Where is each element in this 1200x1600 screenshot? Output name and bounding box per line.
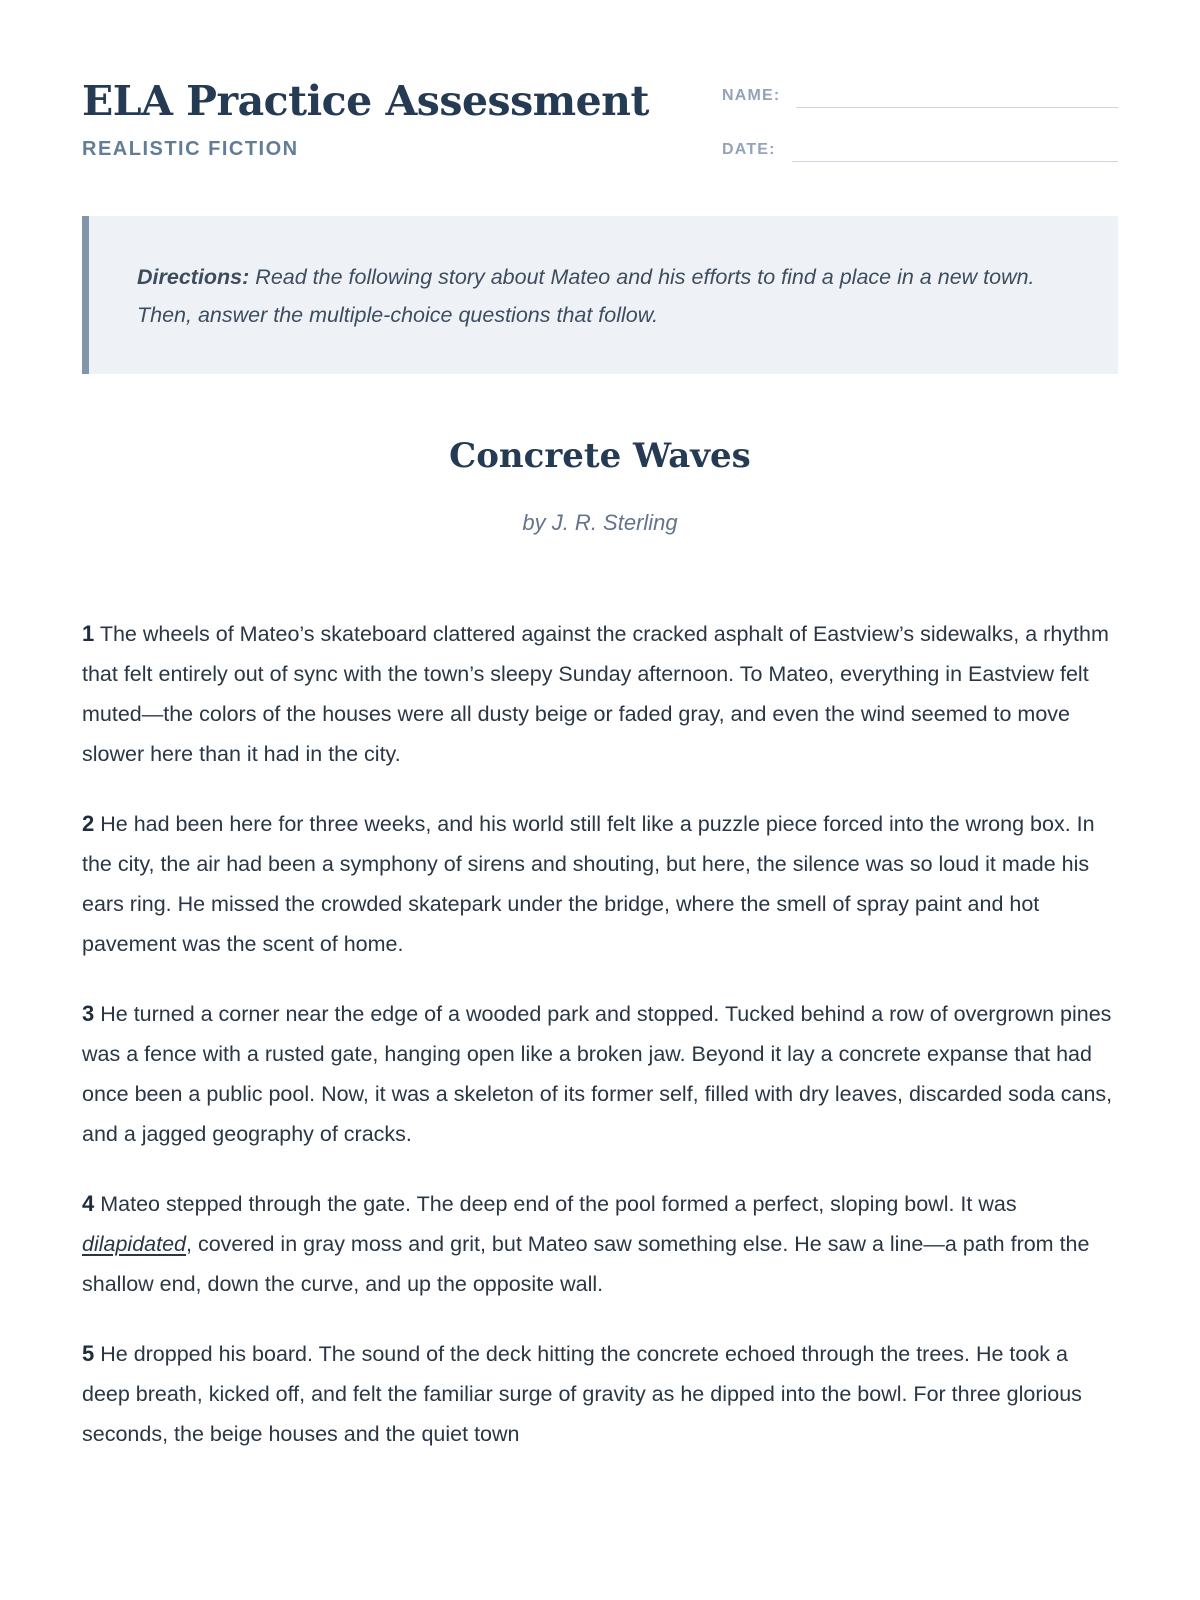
date-input-line[interactable] — [792, 138, 1118, 162]
paragraph-number: 4 — [82, 1191, 95, 1216]
date-field-row — [722, 138, 1118, 162]
page-subtitle: REALISTIC FICTION — [82, 138, 299, 161]
story-title: Concrete Waves — [449, 436, 751, 476]
directions-text: Read the following story about Mateo and his efforts to find a place in a new town. Then, answer the multiple-choice questions that follow. — [137, 265, 1035, 327]
name-field-row — [722, 84, 1118, 108]
story-body — [82, 614, 1118, 1454]
paragraph-text: He had been here for three weeks, and his world still felt like a puzzle piece forced into the wrong box. In the city, the air had been a symphony of sirens and shouting, but here, the silence was so loud it made his ears ring. He missed the crowded skatepark under the bridge, where the smell of spray paint and hot pavement was the scent of home. — [82, 812, 1095, 956]
paragraph-text: He turned a corner near the edge of a wooded park and stopped. Tucked behind a row of overgrown pines was a fence with a rusted gate, hanging open like a broken jaw. Beyond it lay a concrete expanse that had once been a public pool. Now, it was a skeleton of its former self, filled with dry leaves, discarded soda cans, and a jagged geography of cracks. — [82, 1002, 1113, 1146]
story-paragraph-4 — [82, 1184, 1118, 1304]
story-paragraph-5 — [82, 1334, 1118, 1454]
story-paragraph-3 — [82, 994, 1118, 1154]
vocab-word-dilapidated: dilapidated — [82, 1232, 187, 1256]
story-paragraph-1 — [82, 614, 1118, 774]
paragraph-number: 2 — [82, 811, 95, 836]
page-title: ELA Practice Assessment — [82, 77, 649, 125]
header-title-block — [82, 78, 649, 161]
story-byline: by J. R. Sterling — [522, 510, 678, 535]
directions-box — [82, 216, 1118, 374]
header — [82, 78, 1118, 162]
paragraph-text: He dropped his board. The sound of the deck hitting the concrete echoed through the trees. He took a deep breath, kicked off, and felt the familiar surge of gravity as he dipped into the bowl. For three glorious seconds, the beige houses and the quiet town — [82, 1342, 1082, 1446]
paragraph-text-after: , covered in gray moss and grit, but Mateo saw something else. He saw a line—a path from the shallow end, down the curve, and up the opposite wall. — [82, 1232, 1090, 1296]
header-fields — [722, 84, 1118, 162]
paragraph-number: 5 — [82, 1341, 95, 1366]
directions-paragraph — [137, 258, 1070, 334]
name-input-line[interactable] — [796, 84, 1118, 108]
date-label: DATE: — [722, 141, 776, 158]
paragraph-text: The wheels of Mateo’s skateboard clattered against the cracked asphalt of Eastview’s sidewalks, a rhythm that felt entirely out of sync with the town’s sleepy Sunday afternoon. To Mateo, everything in Eastview felt muted—the colors of the houses were all dusty beige or faded gray, and even the wind seemed to move slower here than it had in the city. — [82, 622, 1109, 766]
story-paragraph-2 — [82, 804, 1118, 964]
paragraph-number: 1 — [82, 621, 95, 646]
name-label: NAME: — [722, 87, 781, 104]
paragraph-number: 3 — [82, 1001, 95, 1026]
directions-label: Directions: — [137, 265, 250, 289]
paragraph-text-before: Mateo stepped through the gate. The deep end of the pool formed a perfect, sloping bowl. It was — [100, 1192, 1017, 1216]
